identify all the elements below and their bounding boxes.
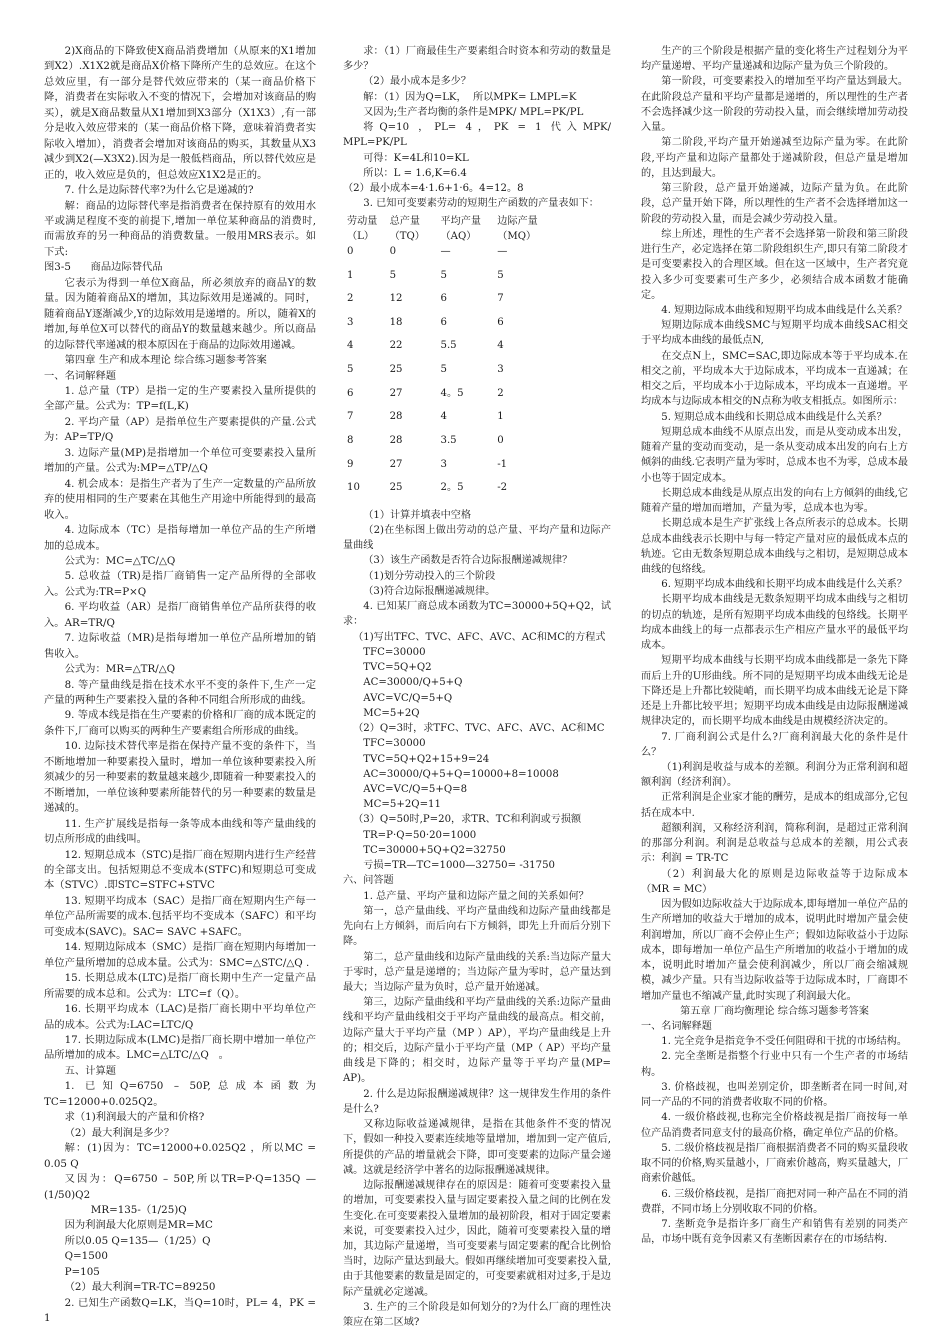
table-cell: 3.5 xyxy=(440,434,457,446)
paragraph: （3）Q=50时,P=20，求TR、TC和利润或亏损额 xyxy=(353,814,582,826)
table-cell: 5 xyxy=(347,364,354,376)
table-row xyxy=(347,457,557,481)
paragraph: 求：（1）厂商最佳生产要素组合时资本和劳动的数量是多少？ xyxy=(343,46,611,73)
paragraph: 13. 短期平均成本（SAC）是指厂商在短期内生产每一单位产品所需要的成本.包括平均不变成本（SAFC）和平均可变成本(SAVC)。SAC= SAVC +SAFC。 xyxy=(44,894,316,938)
table-cell: 28 xyxy=(389,434,403,446)
table-cell: 22 xyxy=(389,340,403,352)
paragraph: MC=5+2Q=11 xyxy=(363,799,441,811)
table-cell: 7 xyxy=(347,411,354,423)
paragraph: 12. 短期总成本（STC)是指厂商在短期内进行生产经营的全部支出。包括短期总不变成本(STFC)和短期总可变成本（STVC）.即STC=STFC+STVC xyxy=(44,848,316,892)
paragraph: AC=30000/Q+5+Q xyxy=(363,677,463,689)
paragraph: 4. 机会成本：是指生产者为了生产一定数量的产品所放弃的使用相同的生产要素在其他生产用途中所能得到的最高收入。 xyxy=(44,477,316,521)
paragraph: （2）最大利润=TR-TC=89250 xyxy=(64,1281,216,1294)
paragraph: 2. 已知生产函数Q=LK，当Q=10时，PL= 4，PK = 1 xyxy=(44,1296,320,1325)
table-cell: 4 xyxy=(440,411,447,423)
table-cell: 2。5 xyxy=(440,482,464,494)
paragraph: 一、名词解释题 xyxy=(641,1021,712,1032)
table-cell: 0 xyxy=(347,246,354,258)
paragraph: 第四章 生产和成本理论 综合练习题参考答案 xyxy=(64,354,267,367)
paragraph: 1. 总产量（TP）是指一定的生产要素投入量所提供的全部产量。公式为：TP=f(L,K) xyxy=(44,384,316,413)
paragraph: 7. 垄断竞争是指许多厂商生产和销售有差别的同类产品，市场中既有竞争因素又有垄断因素存在的市场结构. xyxy=(641,1219,908,1246)
paragraph: （1)写出TFC、TVC、AFC、AVC、AC和MC的方程式 xyxy=(353,631,606,643)
paragraph: 3. 边际产量(MP)是指增加一个单位可变要素投入量所增加的产量。公式为:MP=△TP/△Q xyxy=(44,446,316,475)
table-cell: 5 xyxy=(497,269,504,281)
table-cell: 9 xyxy=(347,458,354,470)
paragraph: 1. 完全竞争是指竞争不受任何阻碍和干扰的市场结构。 xyxy=(661,1036,908,1048)
paragraph: 正常利润是企业家才能的酬劳，是成本的组成部分,它包括在成本中. xyxy=(641,792,908,819)
table-cell: 5.5 xyxy=(440,340,457,352)
paragraph: 公式为：MC=△TC/△Q xyxy=(64,554,176,567)
paragraph: 15. 长期总成本(LTC)是指厂商长期中生产一定量产品所需要的成本总和。公式为：LTC=f（Q）。 xyxy=(44,972,316,1000)
paragraph: 边际报酬递减规律存在的原因是：随着可变要素投入量的增加，可变要素投入量与固定要素投入量之间的比例在发生变化.在可变要素投入量增加的最初阶段，相对于固定要素来说，可变要素投入过少，因此，随着可变要素投入量的增加，其边际产量递增，当可变要素与固定要素的配合比例恰当时，边际产量达到最大。假如再继续增加可变要素投入量,由于其他要素的数量是固定的，可变要素就相对过多,于是边际产量就必定递减。 xyxy=(343,1180,611,1298)
table-cell: -2 xyxy=(497,482,508,494)
paragraph: 3. 价格歧视，也叫差别定价，即垄断者在同一时间,对同一产品的不同的消费者收取不同的价格。 xyxy=(641,1081,908,1109)
paragraph: Q=1500 xyxy=(64,1250,108,1263)
paragraph: （2）最大利润是多少？ xyxy=(64,1126,175,1139)
paragraph: 在交点N上，SMC=SAC,即边际成本等于平均成本.在相交之前，平均成本大于边际成本，平均成本一直递减；在相交之后，平均成本小于边际成本，平均成本一直递增。平均成本与边际成本相交的N点称为收支相抵点。如图所示： xyxy=(641,350,908,408)
paragraph: 11. 生产扩展线是指每一条等成本曲线和等产量曲线的切点所形成的曲线叫。 xyxy=(44,817,316,846)
table-cell: 6 xyxy=(440,316,447,328)
paragraph: 2. 平均产量（AP）是指单位生产要素提供的产量.公式为：AP=TP/Q xyxy=(44,415,316,444)
paragraph: 解：商品的边际替代率是指消费者在保持原有的效用水平或满足程度不变的前提下,增加一单位某种商品的消费时,而需放弃的另一种商品的消费数量。一般用MRS表示。如下式: xyxy=(44,199,316,258)
table-row xyxy=(347,433,557,457)
table-row xyxy=(347,315,557,339)
table-cell: 3 xyxy=(347,316,354,328)
paragraph: （2）Q=3时，求TFC、TVC、AFC、AVC、AC和MC xyxy=(353,723,605,735)
table-cell: 2 xyxy=(497,387,504,399)
table-cell: 25 xyxy=(389,364,403,376)
paragraph: AVC=VC/Q=5+Q=8 xyxy=(363,783,468,795)
paragraph: 又称边际收益递减规律，是指在其他条件不变的情况下，假如一种投入要素连续地等量增加，增加到一定产值后,所提供的产品的增量就会下降，即可变要素的边际产量会递减。这就是经济学中著名的边际报酬递减规律。 xyxy=(343,1119,611,1176)
table-cell: 18 xyxy=(389,316,403,328)
paragraph: 将Q=10 ，PL= 4，PK = 1 代入MPK/ MPL=PK/PL xyxy=(343,122,615,149)
table-cell: 0 xyxy=(497,434,504,446)
table-cell: 1 xyxy=(347,269,354,281)
paragraph: （2）利润最大化的原则是边际收益等于边际成本（MR = MC） xyxy=(641,868,908,895)
column-middle xyxy=(343,44,615,1330)
paragraph: 六、问答题 xyxy=(343,875,394,887)
table-cell: 7 xyxy=(497,293,504,305)
paragraph: 长期平均成本曲线是无数条短期平均成本曲线与之相切的切点的轨迹，是所有短期平均成本曲线的包络线。长期平均成本曲线上的每一点都表示生产相应产量水平的最低平均成本。 xyxy=(641,594,908,652)
table-cell: 6 xyxy=(497,316,504,328)
paragraph: 5. 二级价格歧视是指厂商根据消费者不同的购买量段收取不同的价格,购买量越小，厂商索价越高，购买量越大，厂商索价越低。 xyxy=(641,1142,908,1185)
paragraph: （1)划分劳动投入的三个阶段 xyxy=(363,570,496,582)
table-cell: — xyxy=(497,246,508,258)
paragraph: 3. 生产的三个阶段是如何划分的?为什么厂商的理性决策应在第二区域? xyxy=(343,1301,611,1329)
table-cell: 28 xyxy=(389,411,403,423)
paragraph: 1. 总产量、平均产量和边际产量之间的关系如何？ xyxy=(363,890,589,902)
paragraph: 它表示为得到一单位X商品，所必须放弃的商品Y的数量。因为随着商品X的增加，其边际效用是递减的。同时，随着商品Y逐渐减少,Y的边际效用是递增的。所以，随着X的增加,每单位X可以替代的商品Y的数量越来越少。所以商品的边际替代率递减的根本原因在于商品的边际效用递减。 xyxy=(44,276,316,351)
table-cell: 0 xyxy=(389,246,397,258)
table-row xyxy=(347,480,557,504)
paragraph: TVC=5Q+Q2 xyxy=(363,662,432,674)
paragraph: （2)在坐标图上做出劳动的总产量、平均产量和边际产量曲线 xyxy=(343,524,611,552)
table-cell: 4 xyxy=(347,340,354,352)
paragraph: 公式为：MR=△TR/△Q xyxy=(64,663,176,676)
column-right xyxy=(641,44,908,1248)
paragraph: 5. 总收益（TR)是指厂商销售一定产品所得的全部收入。公式为:TR=P×Q xyxy=(44,570,316,598)
table-row xyxy=(347,338,557,362)
paragraph: 4. 短期边际成本曲线和短期平均成本曲线是什么关系？ xyxy=(661,304,908,316)
paragraph: AC=30000/Q+5+Q=10000+8=10008 xyxy=(363,768,559,780)
paragraph: 6. 平均收益（AR）是指厂商销售单位产品所获得的收入。AR=TR/Q xyxy=(44,601,316,629)
table-cell: 25 xyxy=(389,482,403,494)
paragraph: 4. 已知某厂商总成本函数为TC=30000+5Q+Q2，试求： xyxy=(343,601,611,628)
paragraph: 可得：K=4L和10=KL xyxy=(363,152,469,164)
paragraph: 1. 已知Q=6750 – 50P,总成本函数为TC=12000+0.025Q2。 xyxy=(44,1080,316,1108)
table-cell: 4。5 xyxy=(440,387,464,399)
paragraph: 7. 厂商利润公式是什么?厂商利润最大化的条件是什么？ xyxy=(641,731,908,758)
table-row xyxy=(347,409,557,433)
paragraph: TR=P·Q=50·20=1000 xyxy=(363,829,477,841)
table-cell: 3 xyxy=(497,364,504,376)
table-header-cell: 总产量（TQ） xyxy=(389,215,425,242)
table-cell: 27 xyxy=(389,458,403,470)
paragraph: 又因为：Q=6750 – 50P,所以TR=P·Q=135Q —(1/50)Q2 xyxy=(44,1173,316,1201)
table-cell: -1 xyxy=(497,458,508,470)
table-row xyxy=(347,386,557,410)
paragraph: 解：(1)因为：TC=12000+0.025Q2 ，所以MC = 0.05 Q xyxy=(44,1142,320,1170)
paragraph: 求（1)利润最大的产量和价格? xyxy=(64,1111,205,1124)
table-header-row xyxy=(347,214,557,244)
paragraph: 第二，总产量曲线和边际产量曲线的关系:当边际产量大于零时，总产量是递增的；当边际产量为零时，总产量达到最大；当边际产量为负时，总产量开始递减。 xyxy=(343,951,611,994)
paragraph: 14. 短期边际成本（SMC）是指厂商在短期内每增加一单位产量所增加的总成本量。公式为：SMC=△STC/△Q . xyxy=(44,941,316,969)
paragraph: 长期总成本是生产扩张线上各点所表示的总成本。长期总成本曲线表示长期中与每一特定产量对应的最低成本点的轨迹。它由无数条短期总成本曲线与之相切，是短期总成本曲线的包络线。 xyxy=(641,518,908,575)
paragraph: 第一，总产量曲线、平均产量曲线和边际产量曲线都是先向右上方倾斜，而后向右下方倾斜，即先上升而后分别下降。 xyxy=(343,905,611,948)
paragraph: 第三阶段，总产量开始递减，边际产量为负。在此阶段，总产量开始下降，所以理性的生产者不会选择增加这一阶段的劳动投入量，而是会减少劳动投入量。 xyxy=(641,183,908,225)
paragraph: 图3-5 商品边际替代品 xyxy=(44,261,163,274)
paragraph: 2)X商品的下降致使X商品消费增加（从原来的X1增加到X2）.X1X2就是商品X价格下降所产生的总效应。在这个总效应里，有一部分是替代效应带来的（某一商品价格下降，消费者在实际收入不变的情况下，会增加对该商品的购买），就是X商品数量从X1增加到X3部分（X1X3）,有一部分是收入效应带来的（某一商品价格下降，意味着消费者实际收入增加），消费者会增加对该商品的购买，其数量从X3减少到X2(—X3X2).因为是一般低档商品，所以替代效应是正的，收入效应是负的，但总效应X1X2是正的。 xyxy=(44,45,316,181)
paragraph: TC=30000+5Q+Q2=32750 xyxy=(363,844,506,856)
table-cell: 3 xyxy=(440,458,447,470)
table-cell: 6 xyxy=(440,293,447,305)
paragraph: 又因为;生产者均衡的条件是MPK/ MPL=PK/PL xyxy=(363,106,584,118)
paragraph: 7. 什么是边际替代率?为什么它是递减的? xyxy=(64,184,254,197)
paragraph: 2. 完全垄断是指整个行业中只有一个生产者的市场结构。 xyxy=(641,1051,908,1078)
paragraph: 短期总成本曲线不从原点出发，而是从变动成本出发，随着产量的变动而变动，是一条从变动成本出发的向右上方倾斜的曲线.它表明产量为零时，总成本也不为零，总成本最小也等于固定成本。 xyxy=(641,426,908,484)
paragraph: （3）该生产函数是否符合边际报酬递减规律？ xyxy=(363,555,573,567)
paragraph: 超额利润，又称经济利润，简称利润，是超过正常利润的那部分利润。利润是总收益与总成本的差额，用公式表示：利润 = TR-TC xyxy=(641,822,908,865)
table-cell: 5 xyxy=(440,269,447,281)
column-left xyxy=(44,44,320,1327)
paragraph: 短期边际成本曲线SMC与短期平均成本曲线SAC相交于平均成本曲线的最低点N, xyxy=(641,320,908,347)
paragraph: （3)符合边际报酬递减规律。 xyxy=(363,585,496,597)
production-table xyxy=(347,214,557,504)
table-cell: 12 xyxy=(389,293,403,305)
table-cell: 4 xyxy=(497,340,504,352)
paragraph: 第五章 厂商均衡理论 综合练习题参考答案 xyxy=(680,1005,869,1017)
table-cell: — xyxy=(440,246,451,258)
paragraph: （2）最小成本是多少？ xyxy=(363,76,471,88)
paragraph: 17. 长期边际成本(LMC)是指厂商长期中增加一单位产品所增加的成本。LMC=△LTC/△Q 。 xyxy=(44,1034,316,1062)
table-cell: 10 xyxy=(347,482,360,494)
paragraph: TFC=30000 xyxy=(363,646,426,658)
paragraph: 8. 等产量曲线是指在技术水平不变的条件下,生产一定产量的两种生产要素投入量的各种不同组合所形成的曲线。 xyxy=(44,678,316,707)
table-cell: 5 xyxy=(389,269,397,281)
table-cell: 8 xyxy=(347,434,354,446)
paragraph: 6. 三级价格歧视，是指厂商把对同一种产品在不同的消费群，不同市场上分别收取不同的价格。 xyxy=(641,1188,908,1215)
table-row xyxy=(347,291,557,315)
table-header-cell: 边际产量（MQ） xyxy=(497,215,538,242)
table-row xyxy=(347,362,557,386)
paragraph: 亏损=TR—TC=1000—32750= -31750 xyxy=(363,860,555,872)
paragraph: TVC=5Q+Q2+15+9=24 xyxy=(363,753,490,765)
paragraph: P=105 xyxy=(64,1265,100,1278)
table-cell: 2 xyxy=(347,293,354,305)
paragraph: （1）计算并填表中空格 xyxy=(363,509,471,521)
paragraph: MR=135-（1/25)Q xyxy=(64,1203,187,1216)
paragraph: MC=5+2Q xyxy=(363,707,420,719)
column-middle-bottom xyxy=(343,508,615,1331)
paragraph: 所以0.05 Q=135—（1/25）Q xyxy=(64,1234,211,1247)
paragraph: 生产的三个阶段是根据产量的变化将生产过程划分为平均产量递增、平均产量递减和边际产量为负三个阶段的。 xyxy=(641,46,908,73)
paragraph: 解：（1）因为Q=LK， 所以MPK= LMPL=K xyxy=(363,91,577,103)
table-row xyxy=(347,244,557,268)
paragraph: 10. 边际技术替代率是指在保持产量不变的条件下，当不断地增加一种要素投入量时，增加一单位该种要素投入所须减少的另一种要素的数量越来越少,即随着一种要素投入的不断增加，一单位该种要素所能替代的另一种要素的数量是递减的。 xyxy=(44,740,316,815)
paragraph: （2）最小成本=4·1.6+1·6。4=12。8 xyxy=(343,183,524,195)
paragraph: 3. 已知可变要素劳动的短期生产函数的产量表如下： xyxy=(363,198,599,210)
column-middle-top xyxy=(343,44,615,212)
paragraph: 4. 边际成本（TC）是指每增加一单位产品的生产所增加的总成本。 xyxy=(44,524,316,552)
paragraph: （1)利润是收益与成本的差额。利润分为正常利润和超额利润（经济利润）。 xyxy=(641,762,908,789)
table-cell: 6 xyxy=(347,387,354,399)
paragraph: 6. 短期平均成本曲线和长期平均成本曲线是什么关系？ xyxy=(661,579,908,591)
paragraph: 因为利润最大化原则是MR=MC xyxy=(64,1219,213,1232)
paragraph: 综上所述，理性的生产者不会选择第一阶段和第三阶段进行生产，必定选择在第二阶段组织生产,即只有第二阶段才是可变要素投入的合理区域。但在这一区域中，生产者究竟投入多少可变要素可生产多少，必须结合成本函数才能确定。 xyxy=(641,228,908,301)
paragraph: 第一阶段，可变要素投入的增加至平均产量达到最大。在此阶段总产量和平均产量都是递增的，所以理性的生产者不会选择减少这一阶段的劳动投入量，而会继续增加劳动投入量。 xyxy=(641,76,908,134)
paragraph: 4. 一级价格歧视,也称完全价格歧视是指厂商按每一单位产品消费者同意支付的最高价格，确定单位产品的价格。 xyxy=(641,1112,908,1139)
paragraph: 短期平均成本曲线与长期平均成本曲线都是一条先下降而后上升的U形曲线。所不同的是短期平均成本曲线无论是下降还是上升都比较陡峭，而长期平均成本曲线无论是下降还是上升都比较平坦；短期平均成本曲线是由边际报酬递减规律决定的，而长期平均成本曲线是由规模经济决定的。 xyxy=(641,655,908,728)
paragraph: 9. 等成本线是指在生产要素的价格和厂商的成本既定的条件下,厂商可以购买的两种生产要素组合所形成的曲线。 xyxy=(44,709,316,737)
table-cell: 1 xyxy=(497,411,504,423)
paragraph: 2. 什么是边际报酬递减规律？这一规律发生作用的条件是什么? xyxy=(343,1088,611,1115)
paragraph: 一、名词解释题 xyxy=(44,369,117,382)
paragraph: 因为假如边际收益大于边际成本,即每增加一单位产品的生产所增加的收益大于增加的成本，说明此时增加产量会使利润增加，所以厂商不会停止生产；假如边际收益小于边际成本，即每增加一单位产品生产所增加的收益小于增加的成本，说明此时增加产量会使利润减少，所以厂商会缩减规模，减少产量。只有当边际收益等于边际成本时，厂商即不增加产量也不缩减产量,此时实现了利润最大化。 xyxy=(641,899,908,1002)
paragraph: 长期总成本曲线是从原点出发的向右上方倾斜的曲线,它随着产量的增加而增加，产量为零，总成本也为零。 xyxy=(641,487,908,515)
table-header-cell: 劳动量（L） xyxy=(347,215,378,242)
paragraph: 所以：L = 1.6,K=6.4 xyxy=(363,167,467,179)
paragraph: 16. 长期平均成本（LAC)是指厂商长期中平均单位产品的成本。公式为:LAC=LTC/Q xyxy=(44,1003,316,1031)
paragraph: AVC=VC/Q=5+Q xyxy=(363,692,453,704)
table-cell: 5 xyxy=(440,364,447,376)
paragraph: 第二阶段,平均产量开始递减至边际产量为零。在此阶段,平均产量和边际产量都处于递减阶段，但总产量是增加的，且达到最大。 xyxy=(641,137,908,179)
table-row xyxy=(347,268,557,292)
table-cell: 27 xyxy=(389,387,403,399)
paragraph: TFC=30000 xyxy=(363,738,426,750)
table-header-cell: 平均产量（AQ） xyxy=(440,215,482,242)
paragraph: 7. 边际收益（MR)是指每增加一单位产品所增加的销售收入。 xyxy=(44,632,316,660)
paragraph: 五、计算题 xyxy=(64,1064,117,1077)
paragraph: 5. 短期总成本曲线和长期总成本曲线是什么关系？ xyxy=(661,411,887,423)
paragraph: 第三，边际产量曲线和平均产量曲线的关系:边际产量曲线和平均产量曲线相交于平均产量曲线的最高点。相交前，边际产量大于平均产量（MP ）AP），平均产量曲线是上升的；相交后，边际产量小于平均产量（MP（ AP）平均产量曲线是下降的；相交时，边际产量等于平均产量(MP= AP)。 xyxy=(343,997,615,1085)
